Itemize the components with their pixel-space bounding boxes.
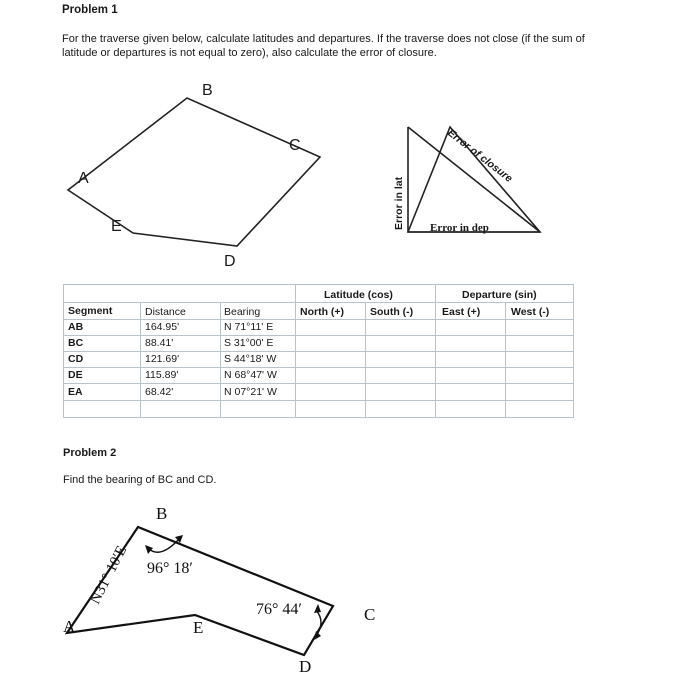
row-ab-segment: AB (68, 321, 84, 333)
row-de-bearing: N 68°47' W (224, 369, 277, 381)
distance-header: Distance (145, 306, 186, 318)
p1-vertex-a: A (78, 170, 89, 187)
problem-1-title: Problem 1 (62, 4, 118, 16)
east-header: East (+) (442, 306, 481, 318)
p2-vertex-d: D (299, 657, 312, 676)
p1-vertex-c: C (289, 137, 301, 154)
west-header: West (-) (511, 306, 550, 318)
row-ea-bearing: N 07°21' W (224, 386, 277, 398)
angle-b-label: 96° 18′ (147, 560, 193, 577)
departure-group-header: Departure (sin) (462, 289, 537, 301)
p2-vertex-b: B (156, 504, 168, 523)
p2-vertex-e: E (193, 618, 204, 637)
latitude-group-header: Latitude (cos) (324, 289, 393, 301)
p2-vertex-a: A (63, 617, 76, 636)
row-de-distance: 115.89' (145, 369, 179, 381)
row-bc-bearing: S 31°00' E (224, 337, 274, 349)
bearing-header: Bearing (224, 306, 261, 318)
p2-vertex-c: C (364, 605, 376, 624)
north-header: North (+) (300, 306, 345, 318)
angle-b-arc (148, 538, 180, 552)
row-cd-distance: 121.69' (145, 353, 180, 365)
bearing-ab-label: N31° 10′E (87, 543, 131, 607)
row-ea-segment: EA (68, 386, 83, 398)
error-of-closure-label: Error of closure (445, 126, 515, 185)
angle-b-arrow-left (145, 545, 153, 554)
p1-vertex-b: B (202, 82, 213, 99)
row-ab-bearing: N 71°11' E (224, 321, 274, 333)
south-header: South (-) (370, 306, 414, 318)
problem-1-text: For the traverse given below, calculate latitudes and departures. If the traverse does not close (if the sum of latitude or departures is not equal to zero), also calculate the error of closure. (62, 33, 585, 59)
row-de-segment: DE (68, 369, 83, 381)
row-cd-segment: CD (68, 353, 84, 365)
row-ea-distance: 68.42' (145, 386, 174, 398)
p1-vertex-d: D (224, 253, 236, 270)
row-bc-distance: 88.41' (145, 337, 174, 349)
problem-2-text: Find the bearing of BC and CD. (63, 474, 217, 486)
segment-header: Segment (68, 305, 113, 317)
row-bc-segment: BC (68, 337, 84, 349)
row-ab-distance: 164.95' (145, 321, 180, 333)
angle-d-arrow-top (314, 604, 321, 613)
problem-2-title: Problem 2 (63, 447, 117, 459)
row-cd-bearing: S 44°18' W (224, 353, 277, 365)
error-in-lat-label: Error in lat (393, 176, 405, 230)
p1-vertex-e: E (111, 218, 122, 235)
error-in-dep-label: Error in dep (430, 222, 489, 234)
angle-d-label: 76° 44′ (256, 601, 302, 618)
